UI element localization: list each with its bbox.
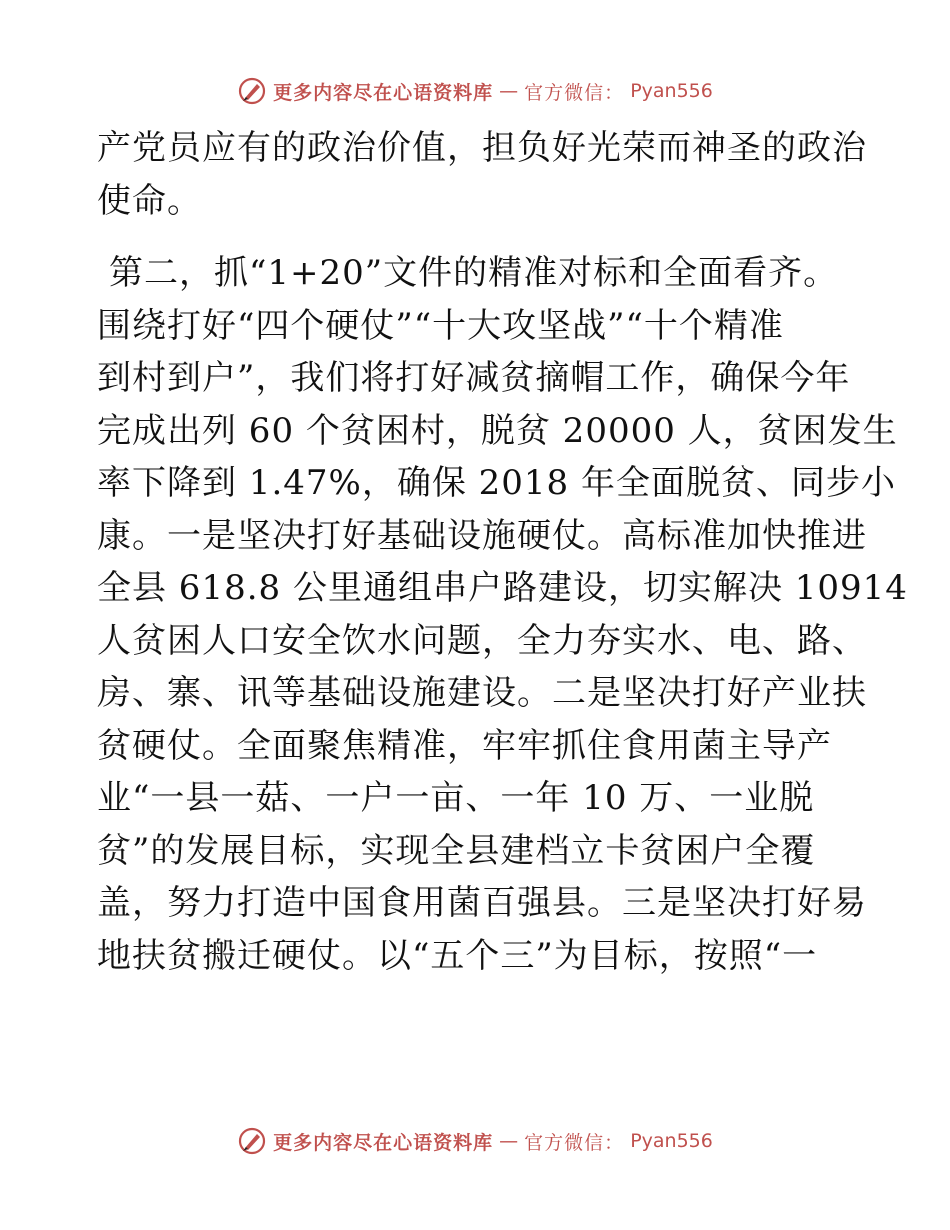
text-line: 地扶贫搬迁硬仗。以“五个三”为目标，按照“一 [97, 935, 818, 976]
text-line: 贫硬仗。全面聚焦精准，牢牢抓住食用菌主导产 [97, 725, 832, 766]
text-line: 人贫困人口安全饮水问题，全力夯实水、电、路、 [97, 620, 867, 661]
watermark-footer [0, 1126, 950, 1156]
watermark-wechat-id: Pyan556 [630, 80, 713, 102]
text-line: 第二，抓“1+20”文件的精准对标和全面看齐。 [109, 253, 839, 293]
watermark-separator: — [499, 1130, 519, 1152]
paragraph-gap [97, 227, 857, 247]
watermark-wechat-id: Pyan556 [630, 1130, 713, 1152]
watermark-header [0, 76, 950, 106]
text-line: 使命。 [97, 180, 202, 221]
watermark-official-label: 官方微信： [524, 81, 625, 104]
text-line: 康。一是坚决打好基础设施硬仗。高标准加快推进 [97, 515, 867, 556]
text-line: 业“一县一菇、一户一亩、一年 10 万、一业脱 [97, 778, 815, 818]
text-line: 到村到户”，我们将打好减贫摘帽工作，确保今年 [97, 358, 851, 398]
paragraph-2 [97, 247, 908, 982]
quill-pen-logo-icon [237, 1126, 267, 1156]
text-line: 率下降到 1.47%，确保 2018 年全面脱贫、同步小 [97, 463, 896, 503]
text-line: 产党员应有的政治价值，担负好光荣而神圣的政治 [97, 128, 867, 168]
watermark-official-label: 官方微信： [524, 1131, 625, 1154]
text-line: 全县 618.8 公里通组串户路建设，切实解决 10914 [97, 568, 908, 608]
watermark-separator: — [499, 80, 519, 102]
watermark-main-text: 更多内容尽在心语资料库 [273, 1131, 494, 1154]
text-line: 贫”的发展目标，实现全县建档立卡贫困户全覆 [97, 830, 816, 871]
quill-pen-logo-icon [237, 76, 267, 106]
text-line: 围绕打好“四个硬仗”“十大攻坚战”“十个精准 [97, 305, 784, 346]
text-line: 房、寨、讯等基础设施建设。二是坚决打好产业扶 [97, 673, 867, 713]
document-body [97, 122, 908, 982]
text-line: 完成出列 60 个贫困村，脱贫 20000 人，贫困发生 [97, 410, 898, 451]
text-line: 盖，努力打造中国食用菌百强县。三是坚决打好易 [97, 883, 867, 923]
paragraph-1 [97, 122, 867, 227]
watermark-main-text: 更多内容尽在心语资料库 [273, 81, 494, 104]
